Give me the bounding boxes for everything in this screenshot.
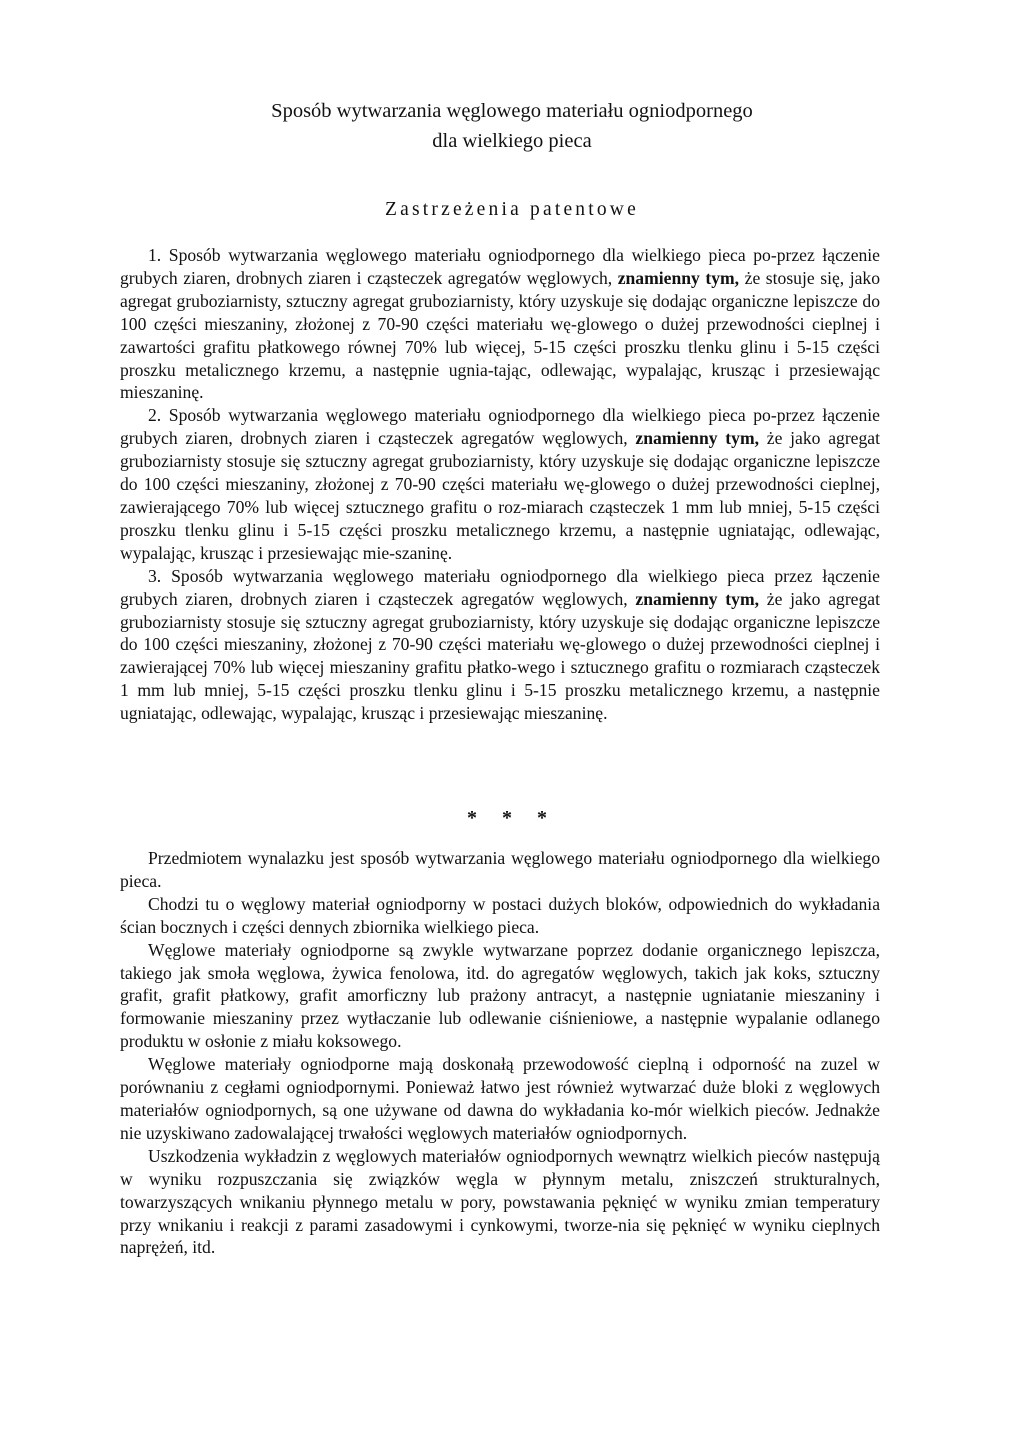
section-separator: * * * [467, 807, 557, 829]
claim-2-rest: że jako agregat gruboziarnisty stosuje się sztuczny agregat gruboziarnisty, który uzyskuje się dodając organiczne lepiszcze do 100 części mieszaniny, złożonej z 70-90 części materiału wę-glowego o dużej przewodności cieplnej, zawierającego 70% lub więcej sztucznego grafitu o roz-miarach cząsteczek 1 mm lub mniej, 5-15 części proszku tlenku glinu i 5-15 części proszku metalicznego krzemu, a następnie ugniatając, odlewając, wypalając, krusząc i przesiewając mie-szaninę. [120, 428, 880, 563]
claim-3-rest: że jako agregat gruboziarnisty stosuje się sztuczny agregat gruboziarnisty, który uzyskuje się dodając organiczne lepiszcze do 100 części mieszaniny, złożonej z 70-90 części materiału wę-glowego o dużej przewodności cieplnej i zawierającej 70% lub więcej mieszaniny grafitu płatko-wego i sztucznego grafitu o rozmiarach cząsteczek 1 mm lub mniej, 5-15 części proszku tlenku glinu i 5-15 proszku metalicznego krzemu, a następnie ugniatając, odlewając, wypalając, krusząc i przesiewając mieszaninę. [120, 588, 880, 724]
claim-3 [120, 565, 880, 725]
description-paragraph-3: Węglowe materiały ogniodporne są zwykle wytwarzane poprzez dodanie organicznego lepiszcza, takiego jak smoła węglowa, żywica fenolowa, itd. do agregatów węglowych, takich jak koks, sztuczny grafit, grafit płatkowy, grafit amorficzny lub prażony antracyt, a następnie ugniatanie mieszaniny i formowanie mieszaniny przez wytłaczanie lub odlewanie ciśnieniowe, a następnie wypalanie odlanego produktu w osłonie z miału koksowego. [120, 939, 880, 1052]
description-section [120, 847, 880, 1259]
claim-1-rest: że stosuje się, jako agregat gruboziarnisty, sztuczny agregat gruboziarnisty, który uzyskuje się dodając organiczne lepiszcze do 100 części mieszaniny, złożonej z 70-90 części materiału wę-glowego o dużej przewodności cieplnej i zawartości grafitu płatkowego równej 70% lub więcej, 5-15 części proszku tlenku glinu i 5-15 części proszku metalicznego krzemu, a następnie ugnia-tając, odlewając, wypalając, krusząc i przesiewając mieszaninę. [120, 267, 881, 403]
description-paragraph-2: Chodzi tu o węglowy materiał ogniodporny w postaci dużych bloków, odpowiednich do wykładania ścian bocznych i części dennych zbiornika wielkiego pieca. [120, 893, 880, 937]
description-paragraph-5: Uszkodzenia wykładzin z węglowych materiałów ogniodpornych wewnątrz wielkich pieców następują w wyniku rozpuszczania się związków węgla w płynnym metalu, zniszczeń strukturalnych, towarzyszących wnikaniu płynnego metalu w pory, powstawania pęknięć w wyniku zmian temperatury przy wnikaniu i reakcji z parami zasadowymi i cynkowymi, tworze-nia się pęknięć w wyniku cieplnych naprężeń, itd. [120, 1145, 880, 1258]
claim-3-lead: 3. Sposób wytwarzania węglowego materiału ogniodpornego dla wielkiego pieca przez łączenie grubych ziaren, drobnych ziaren i cząsteczek agregatów węglowych, [120, 565, 880, 609]
claim-1-bold: znamienny tym, [617, 267, 740, 288]
claim-1 [120, 244, 880, 404]
description-paragraph-4: Węglowe materiały ogniodporne mają doskonałą przewodowość cieplną i odporność na zuzel w porównaniu z cegłami ogniodpornymi. Ponieważ łatwo jest również wytwarzać duże bloki z węglowych materiałów ogniodpornych, są one używane od dawna do wykładania ko-mór wielkich pieców. Jednakże nie uzyskiwano zadowalającej trwałości węglowych materiałów ogniodpornych. [120, 1054, 880, 1143]
claim-2 [120, 404, 880, 564]
claims-section [120, 244, 880, 725]
claim-2-bold: znamienny tym, [635, 428, 760, 449]
claim-1-lead: 1. Sposób wytwarzania węglowego materiału ogniodpornego dla wielkiego pieca po-przez łączenie grubych ziaren, drobnych ziaren i cząsteczek agregatów węglowych, [120, 245, 880, 288]
description-paragraph-1: Przedmiotem wynalazku jest sposób wytwarzania węglowego materiału ogniodpornego dla wielkiego pieca. [120, 848, 880, 891]
claim-2-lead: 2. Sposób wytwarzania węglowego materiału ogniodpornego dla wielkiego pieca po-przez łączenie grubych ziaren, drobnych ziaren i cząsteczek agregatów węglowych, [120, 405, 880, 449]
claim-3-bold: znamienny tym, [635, 588, 760, 609]
claims-heading: Zastrzeżenia patentowe [385, 199, 639, 220]
document-title-line-2: dla wielkiego pieca [432, 130, 592, 152]
document-title-line-1: Sposób wytwarzania węglowego materiału ogniodpornego [271, 100, 753, 122]
